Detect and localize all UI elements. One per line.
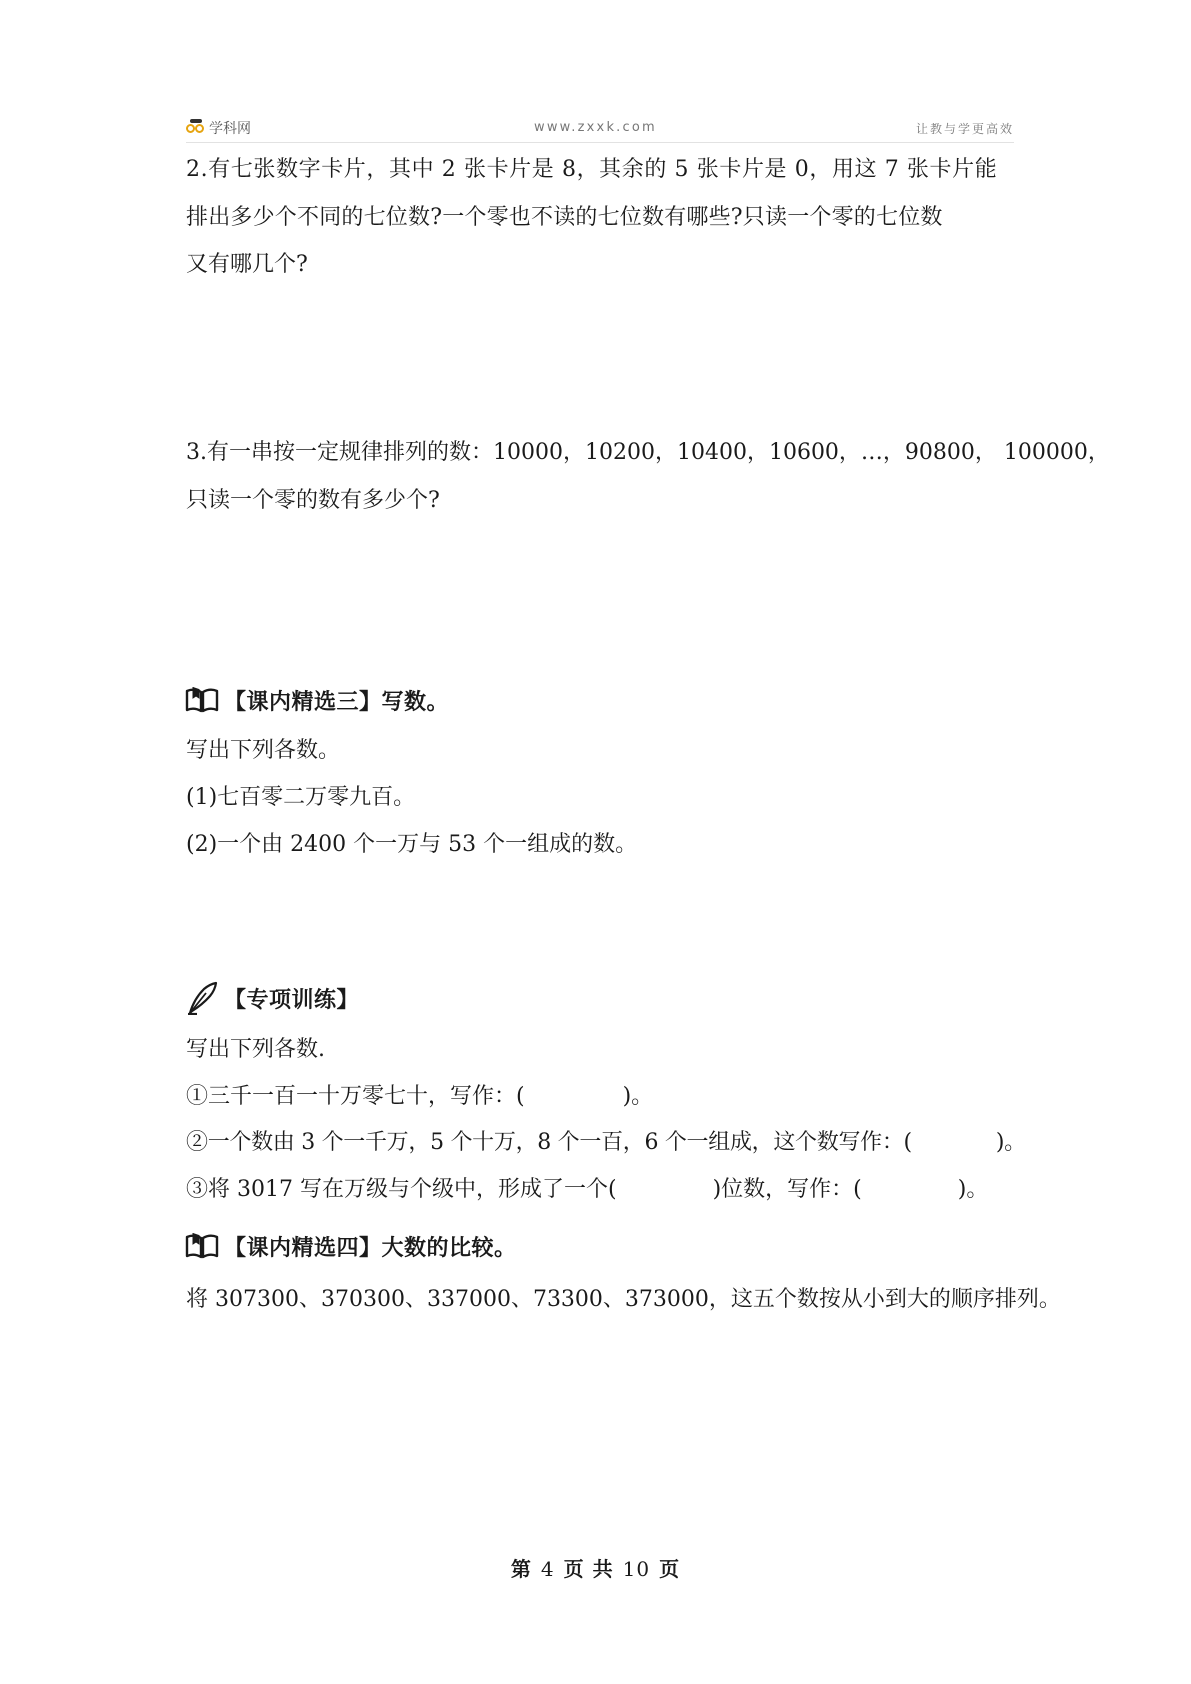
header-divider: [186, 142, 1014, 143]
section-4-title: 【课内精选四】大数的比较。: [224, 1235, 517, 1261]
question-2-line-2: 排出多少个不同的七位数?一个零也不读的七位数有哪些?只读一个零的七位数: [186, 205, 943, 230]
section-4-heading: [184, 1229, 517, 1263]
page-header: [186, 118, 1014, 140]
open-book-icon: [184, 685, 220, 715]
quill-pen-icon: [184, 981, 220, 1015]
section-3-intro: 写出下列各数。: [186, 738, 341, 763]
open-book-icon: [184, 1231, 220, 1261]
training-item-3-text: ③将 3017 写在万级与个级中，形成了一个(: [186, 1177, 617, 1202]
footer-prefix: 第: [510, 1557, 532, 1581]
footer-suffix: 页: [659, 1557, 681, 1581]
training-item-1-text: ①三千一百一十万零七十，写作：(: [186, 1084, 525, 1109]
training-item-3-close: )。: [957, 1177, 989, 1202]
question-3-line-1: 3.有一串按一定规律排列的数：10000，10200，10400，10600，…，90800， 100000，: [186, 440, 1110, 465]
logo: [186, 118, 251, 138]
training-item-2: [186, 1128, 1026, 1158]
footer-middle: 页 共: [563, 1557, 614, 1581]
training-item-3: [186, 1175, 988, 1205]
training-heading: [184, 981, 359, 1015]
current-page-number: 4: [540, 1557, 555, 1581]
header-slogan: 让教与学更高效: [915, 122, 1014, 136]
page-footer: [0, 1553, 1191, 1582]
training-item-2-text: ②一个数由 3 个一千万，5 个十万，8 个一百，6 个一组成，这个数写作：(: [186, 1130, 912, 1155]
question-2-line-1: 2.有七张数字卡片，其中 2 张卡片是 8，其余的 5 张卡片是 0，用这 7 张卡片能: [186, 157, 998, 182]
section-4-text: 将 307300、370300、337000、73300、373000，这五个数按从小到大的顺序排列。: [186, 1287, 1061, 1312]
training-title: 【专项训练】: [224, 987, 360, 1013]
total-page-count: 10: [622, 1557, 651, 1581]
training-item-1: [186, 1082, 653, 1112]
question-2-line-3: 又有哪几个?: [186, 252, 308, 277]
header-url: www.zxxk.com: [534, 120, 657, 135]
section-3-item-2: (2)一个由 2400 个一万与 53 个一组成的数。: [186, 832, 638, 857]
section-3-heading: [184, 683, 449, 717]
training-item-1-close: )。: [622, 1084, 654, 1109]
training-item-3-middle: )位数，写作：(: [712, 1177, 862, 1202]
section-3-title: 【课内精选三】写数。: [224, 689, 450, 715]
question-3-line-2: 只读一个零的数有多少个?: [186, 488, 440, 513]
training-item-2-close: )。: [995, 1130, 1026, 1155]
section-3-item-1: (1)七百零二万零九百。: [186, 785, 416, 810]
logo-text: 学科网: [209, 121, 251, 137]
training-intro: 写出下列各数.: [186, 1037, 325, 1062]
logo-icon: [186, 121, 206, 135]
